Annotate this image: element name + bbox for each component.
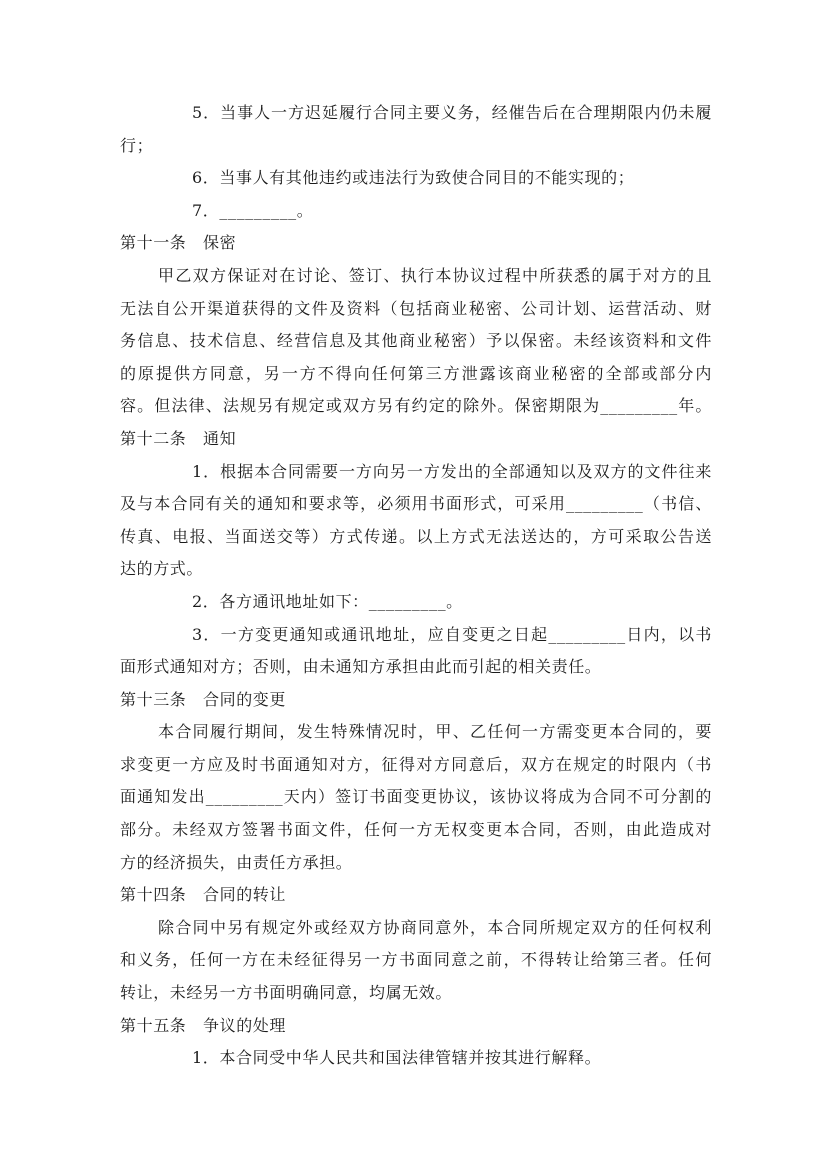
clause13-body-line2: 求变更一方应及时书面通知对方，征得对方同意后，双方在规定的时限内（书 bbox=[120, 754, 712, 774]
clause11-body-line1: 甲乙双方保证对在讨论、签订、执行本协议过程中所获悉的属于对方的且 bbox=[158, 265, 712, 285]
clause13-body-line4: 部分。未经双方签署书面文件，任何一方无权变更本合同，否则，由此造成对 bbox=[120, 820, 712, 840]
document-body bbox=[120, 97, 712, 1075]
clause13-body-line5: 方的经济损失，由责任方承担。 bbox=[120, 852, 353, 872]
clause14-heading: 第十四条 合同的转让 bbox=[120, 885, 287, 905]
clause12-item2: 2．各方通讯地址如下：_________。 bbox=[192, 591, 463, 611]
clause12-item1-line4: 达的方式。 bbox=[120, 559, 204, 579]
clause12-item1-line2: 及与本合同有关的通知和要求等，必须用书面形式，可采用_________（书信、 bbox=[120, 494, 712, 514]
clause10-item6: 6．当事人有其他违约或违法行为致使合同目的不能实现的； bbox=[192, 168, 635, 188]
clause10-item5-line2: 行； bbox=[120, 135, 154, 155]
clause11-body-line3: 务信息、技术信息、经营信息及其他商业秘密）予以保密。未经该资料和文件 bbox=[120, 331, 712, 351]
clause13-heading: 第十三条 合同的变更 bbox=[120, 689, 287, 709]
clause12-item1-line1: 1．根据本合同需要一方向另一方发出的全部通知以及双方的文件往来 bbox=[192, 461, 712, 481]
clause10-item7: 7．_________。 bbox=[192, 200, 314, 220]
clause12-item3-line1: 3．一方变更通知或通讯地址，应自变更之日起_________日内，以书 bbox=[192, 624, 712, 644]
clause13-body-line3: 面通知发出_________天内）签订书面变更协议，该协议将成为合同不可分割的 bbox=[120, 787, 712, 807]
clause15-item1: 1．本合同受中华人民共和国法律管辖并按其进行解释。 bbox=[192, 1048, 602, 1068]
clause12-item1-line3: 传真、电报、当面送交等）方式传递。以上方式无法送达的，方可采取公告送 bbox=[120, 526, 712, 546]
clause12-item3-line2: 面形式通知对方；否则，由未通知方承担由此而引起的相关责任。 bbox=[120, 657, 602, 677]
clause14-body-line2: 和义务，任何一方在未经征得另一方书面同意之前，不得转让给第三者。任何 bbox=[120, 950, 712, 970]
clause14-body-line1: 除合同中另有规定外或经双方协商同意外，本合同所规定双方的任何权利 bbox=[158, 917, 712, 937]
clause14-body-line3: 转让，未经另一方书面明确同意，均属无效。 bbox=[120, 983, 453, 1003]
clause11-body-line2: 无法自公开渠道获得的文件及资料（包括商业秘密、公司计划、运营活动、财 bbox=[120, 298, 712, 318]
clause13-body-line1: 本合同履行期间，发生特殊情况时，甲、乙任何一方需变更本合同的，要 bbox=[158, 722, 712, 742]
clause11-heading: 第十一条 保密 bbox=[120, 233, 237, 253]
clause15-heading: 第十五条 争议的处理 bbox=[120, 1015, 287, 1035]
clause12-heading: 第十二条 通知 bbox=[120, 428, 237, 448]
clause11-body-line4: 的原提供方同意，另一方不得向任何第三方泄露该商业秘密的全部或部分内 bbox=[120, 363, 712, 383]
clause10-item5-line1: 5．当事人一方迟延履行合同主要义务，经催告后在合理期限内仍未履 bbox=[192, 103, 712, 122]
clause11-body-line5: 容。但法律、法规另有规定或双方另有约定的除外。保密期限为_________年。 bbox=[120, 396, 712, 416]
